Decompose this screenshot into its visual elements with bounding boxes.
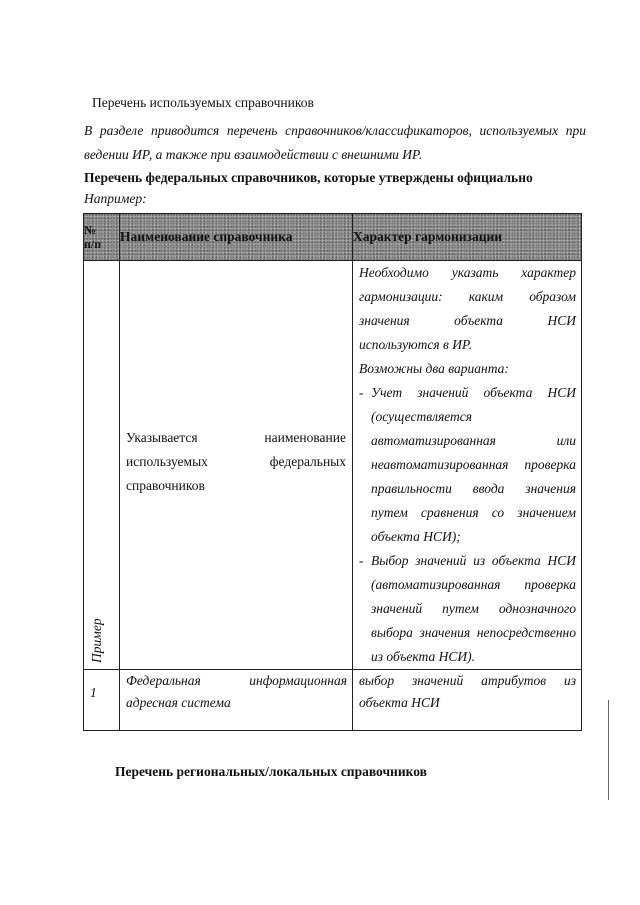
intro-line-2: ведении ИР, а также при взаимодействии с внешними ИР. (84, 147, 423, 162)
header-num (84, 214, 120, 261)
bullet-line: выбора значения непосредственно (371, 625, 576, 640)
header-character: Характер гармонизации (353, 214, 582, 261)
row-character-line: объекта НСИ (359, 695, 440, 710)
character-line: используются в ИР. (359, 337, 473, 352)
example-label-cell (84, 261, 120, 670)
bullet-line: из объекта НСИ). (371, 649, 475, 664)
table-row (84, 670, 582, 731)
row-name-line: Федеральная информационная (126, 673, 347, 688)
bullet-dash: - (359, 553, 364, 568)
bullet-line: Учет значений объекта НСИ (371, 385, 576, 400)
regional-heading: Перечень региональных/локальных справочников (115, 764, 427, 779)
table-row-example (84, 261, 582, 670)
example-label: Например: (84, 191, 147, 206)
character-line: гармонизации: каким образом (359, 289, 576, 304)
header-name: Наименование справочника (120, 214, 353, 261)
rotated-example-label: Пример (89, 618, 104, 663)
example-name-line: используемых федеральных (126, 454, 346, 469)
character-line: Возможны два варианта: (359, 361, 509, 376)
bullet-line: объекта НСИ); (371, 529, 461, 544)
intro-line-1: В разделе приводится перечень справочников/классификаторов, используемых при (84, 123, 586, 138)
character-line: Необходимо указать характер (359, 265, 576, 280)
bullet-line: неавтоматизированная проверка (371, 457, 576, 472)
federal-heading: Перечень федеральных справочников, которые утверждены официально (84, 170, 533, 185)
table-header-row (84, 214, 582, 261)
example-name-line: Указывается наименование (126, 430, 346, 445)
example-name-line: справочников (126, 478, 205, 493)
bullet-line: автоматизированная или (371, 433, 576, 448)
bullet-line: значений путем однозначного (371, 601, 576, 616)
bullet-line: (автоматизированная проверка (371, 577, 576, 592)
bullet-line: правильности ввода значения (371, 481, 576, 496)
example-name-text (126, 426, 346, 498)
character-line: значения объекта НСИ (359, 313, 576, 328)
bullet-line: (осуществляется (371, 409, 473, 424)
bullet-dash: - (359, 385, 364, 400)
intro-paragraph (84, 119, 586, 167)
example-character-cell (353, 261, 582, 670)
row-name-line: адресная система (126, 695, 231, 710)
row-character-line: выбор значений атрибутов из (359, 673, 576, 688)
section-heading: Перечень используемых справочников (92, 95, 314, 110)
bullet-line: путем сравнения со значением (371, 505, 576, 520)
bullet-item-1 (359, 381, 576, 549)
example-name-cell (120, 261, 353, 670)
header-num-symbol: № (84, 223, 97, 237)
bullet-item-2 (359, 549, 576, 669)
header-num-abbr: п/п (84, 237, 102, 251)
row-character (353, 670, 582, 731)
row-num: 1 (84, 670, 120, 731)
row-name (120, 670, 353, 731)
reference-table (83, 213, 582, 731)
scan-margin-line (608, 700, 609, 800)
bullet-line: Выбор значений из объекта НСИ (371, 553, 576, 568)
